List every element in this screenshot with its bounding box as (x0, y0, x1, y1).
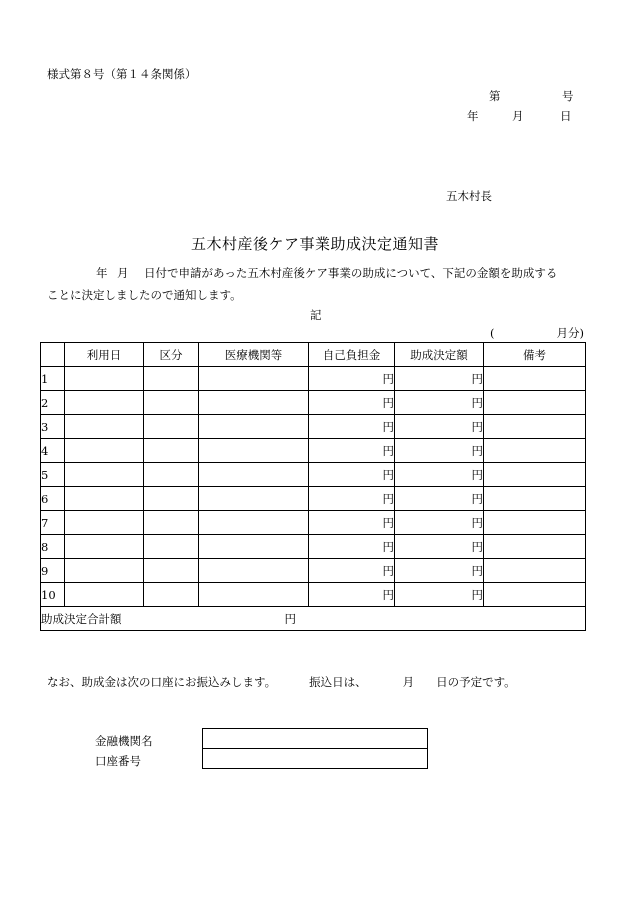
table-row (41, 511, 586, 535)
total-label: 助成決定合計額 (41, 611, 122, 626)
self-pay-cell[interactable]: 円 (309, 415, 395, 439)
use-date-cell[interactable] (65, 463, 144, 487)
remarks-cell[interactable] (484, 439, 586, 463)
date-month-label: 月 (512, 109, 524, 123)
category-cell[interactable] (144, 583, 199, 607)
body-month: 月 (117, 266, 129, 280)
table-row (41, 439, 586, 463)
remarks-cell[interactable] (484, 511, 586, 535)
category-cell[interactable] (144, 367, 199, 391)
total-cell[interactable] (41, 607, 586, 631)
doc-number-prefix: 第 (489, 89, 501, 103)
self-pay-cell[interactable]: 円 (309, 559, 395, 583)
subsidy-cell[interactable]: 円 (395, 583, 484, 607)
subsidy-cell[interactable]: 円 (395, 559, 484, 583)
header-remarks: 備考 (484, 343, 586, 367)
note-part-1: なお、助成金は次の口座にお振込みします。 (47, 675, 277, 689)
remarks-cell[interactable] (484, 535, 586, 559)
period-close: 月分) (556, 326, 584, 340)
self-pay-cell[interactable]: 円 (309, 487, 395, 511)
ki-heading: 記 (310, 308, 322, 322)
institution-cell[interactable] (199, 511, 309, 535)
row-number: 10 (41, 583, 65, 607)
institution-cell[interactable] (199, 415, 309, 439)
use-date-cell[interactable] (65, 583, 144, 607)
remarks-cell[interactable] (484, 583, 586, 607)
remarks-cell[interactable] (484, 367, 586, 391)
remarks-cell[interactable] (484, 415, 586, 439)
account-field[interactable] (203, 749, 428, 769)
subsidy-cell[interactable]: 円 (395, 367, 484, 391)
use-date-cell[interactable] (65, 487, 144, 511)
doc-number-suffix: 号 (562, 89, 574, 103)
table-row (41, 487, 586, 511)
payment-note (47, 674, 516, 690)
institution-cell[interactable] (199, 439, 309, 463)
category-cell[interactable] (144, 439, 199, 463)
row-number: 5 (41, 463, 65, 487)
table-header-row (41, 343, 586, 367)
category-cell[interactable] (144, 535, 199, 559)
date-day-label: 日 (560, 109, 572, 123)
total-row (41, 607, 586, 631)
sender-name: 五木村長 (446, 189, 492, 203)
self-pay-cell[interactable]: 円 (309, 367, 395, 391)
remarks-cell[interactable] (484, 391, 586, 415)
header-institution: 医療機関等 (199, 343, 309, 367)
row-number: 2 (41, 391, 65, 415)
form-number: 様式第８号（第１４条関係） (47, 67, 197, 81)
note-part-3: 月 (402, 675, 415, 689)
body-line-1-text: 日付で申請があった五木村産後ケア事業の助成について、下記の金額を助成する (144, 266, 558, 280)
category-cell[interactable] (144, 391, 199, 415)
row-number: 1 (41, 367, 65, 391)
account-label: 口座番号 (95, 754, 141, 768)
self-pay-cell[interactable]: 円 (309, 511, 395, 535)
self-pay-cell[interactable]: 円 (309, 391, 395, 415)
body-line-2: ことに決定しましたので通知します。 (47, 288, 242, 302)
use-date-cell[interactable] (65, 367, 144, 391)
header-no (41, 343, 65, 367)
institution-cell[interactable] (199, 367, 309, 391)
period-open: ( (490, 326, 495, 340)
header-self-pay: 自己負担金 (309, 343, 395, 367)
table-row (41, 583, 586, 607)
institution-cell[interactable] (199, 535, 309, 559)
period-label (490, 325, 584, 341)
use-date-cell[interactable] (65, 559, 144, 583)
row-number: 8 (41, 535, 65, 559)
institution-cell[interactable] (199, 583, 309, 607)
header-category: 区分 (144, 343, 199, 367)
bank-info-table (202, 728, 428, 769)
institution-cell[interactable] (199, 463, 309, 487)
subsidy-cell[interactable]: 円 (395, 415, 484, 439)
institution-label: 金融機関名 (95, 734, 153, 748)
remarks-cell[interactable] (484, 559, 586, 583)
category-cell[interactable] (144, 511, 199, 535)
subsidy-cell[interactable]: 円 (395, 535, 484, 559)
row-number: 3 (41, 415, 65, 439)
use-date-cell[interactable] (65, 439, 144, 463)
total-unit: 円 (284, 611, 296, 626)
use-date-cell[interactable] (65, 391, 144, 415)
subsidy-cell[interactable]: 円 (395, 463, 484, 487)
table-row (41, 367, 586, 391)
subsidy-table (40, 342, 586, 631)
body-line-1 (96, 265, 557, 281)
self-pay-cell[interactable]: 円 (309, 439, 395, 463)
use-date-cell[interactable] (65, 535, 144, 559)
institution-cell[interactable] (199, 487, 309, 511)
body-year: 年 (96, 266, 108, 280)
self-pay-cell[interactable]: 円 (309, 535, 395, 559)
remarks-cell[interactable] (484, 463, 586, 487)
subsidy-cell[interactable]: 円 (395, 487, 484, 511)
self-pay-cell[interactable]: 円 (309, 583, 395, 607)
subsidy-cell[interactable]: 円 (395, 511, 484, 535)
category-cell[interactable] (144, 487, 199, 511)
date-year-label: 年 (467, 109, 479, 123)
self-pay-cell[interactable]: 円 (309, 463, 395, 487)
institution-cell[interactable] (199, 559, 309, 583)
use-date-cell[interactable] (65, 415, 144, 439)
row-number: 4 (41, 439, 65, 463)
table-row (41, 391, 586, 415)
category-cell[interactable] (144, 415, 199, 439)
header-subsidy: 助成決定額 (395, 343, 484, 367)
institution-cell[interactable] (199, 391, 309, 415)
note-part-4: 日の予定です。 (436, 675, 516, 689)
subsidy-cell[interactable]: 円 (395, 439, 484, 463)
table-row (41, 535, 586, 559)
table-row (41, 415, 586, 439)
table-row (41, 463, 586, 487)
row-number: 9 (41, 559, 65, 583)
row-number: 6 (41, 487, 65, 511)
remarks-cell[interactable] (484, 487, 586, 511)
category-cell[interactable] (144, 463, 199, 487)
institution-field[interactable] (203, 729, 428, 749)
document-title: 五木村産後ケア事業助成決定通知書 (190, 235, 439, 253)
subsidy-cell[interactable]: 円 (395, 391, 484, 415)
row-number: 7 (41, 511, 65, 535)
note-part-2: 振込日は、 (309, 675, 367, 689)
use-date-cell[interactable] (65, 511, 144, 535)
header-use-date: 利用日 (65, 343, 144, 367)
category-cell[interactable] (144, 559, 199, 583)
table-row (41, 559, 586, 583)
